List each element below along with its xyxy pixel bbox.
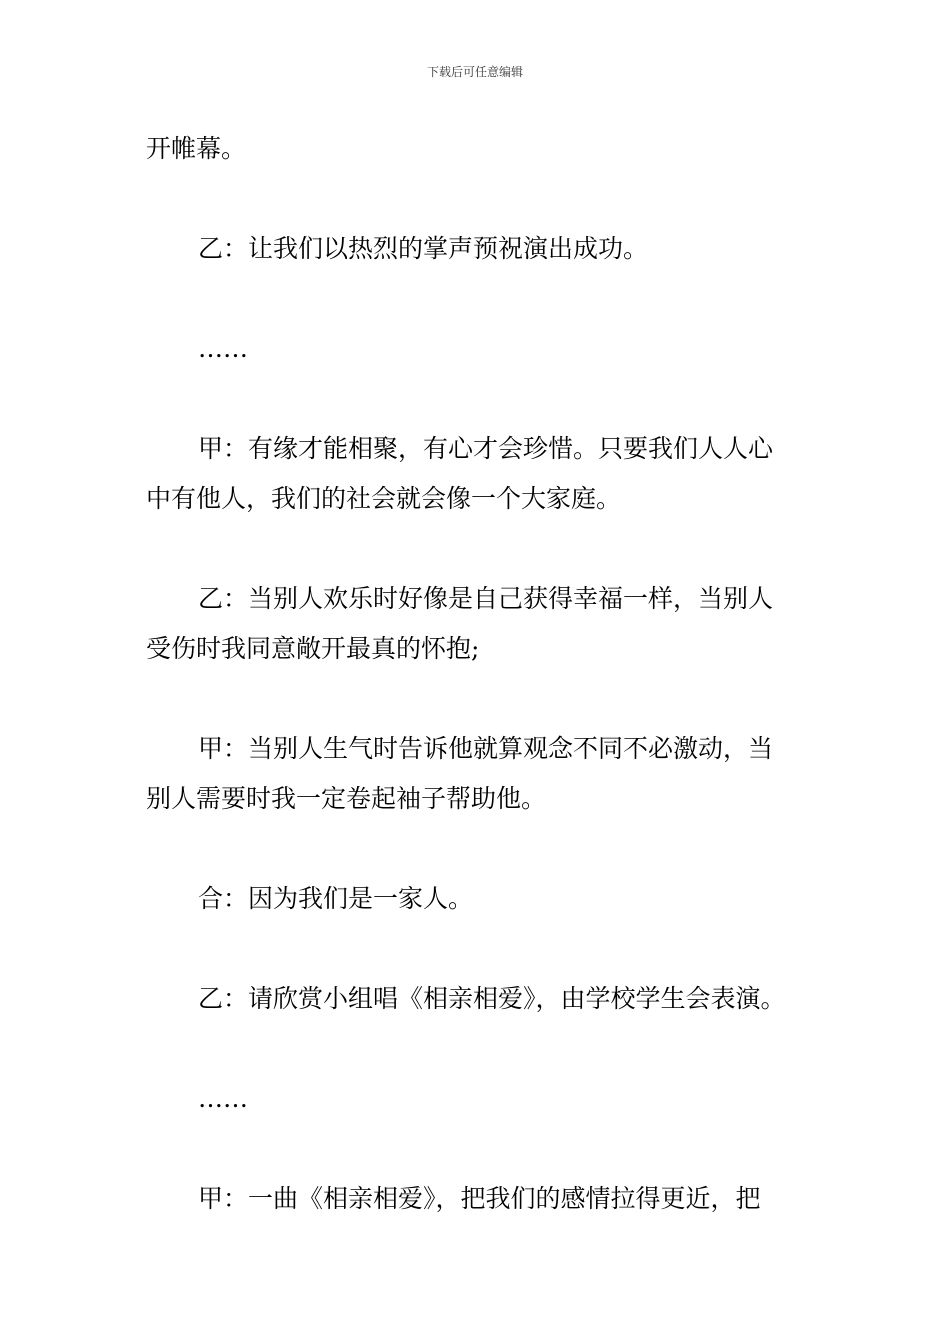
text-line: 乙：让我们以热烈的掌声预祝演出成功。 <box>198 234 649 263</box>
paragraph <box>146 974 808 1024</box>
text-line: 甲：一曲《相亲相爱》，把我们的感情拉得更近，把 <box>198 1184 761 1213</box>
paragraph <box>146 424 808 524</box>
text-line: 合：因为我们是一家人。 <box>198 884 474 913</box>
paragraph <box>146 1174 808 1224</box>
paragraph <box>146 324 808 374</box>
paragraph <box>146 224 808 274</box>
text-line: 乙：当别人欢乐时好像是自己获得幸福一样，当别人 <box>198 584 774 613</box>
text-line: 受伤时我同意敞开最真的怀抱; <box>146 634 480 663</box>
paragraph <box>146 574 808 674</box>
text-line: …… <box>198 1084 248 1113</box>
text-line: …… <box>198 334 248 363</box>
paragraph <box>146 874 808 924</box>
text-line: 甲：有缘才能相聚，有心才会珍惜。只要我们人人心 <box>198 434 774 463</box>
paragraph <box>146 1074 808 1124</box>
text-line: 甲：当别人生气时告诉他就算观念不同不必激动，当 <box>198 734 774 763</box>
paragraph <box>146 724 808 824</box>
text-line: 开帷幕。 <box>146 134 247 163</box>
paragraph <box>146 124 808 174</box>
text-line: 别人需要时我一定卷起袖子帮助他。 <box>146 784 547 813</box>
text-line: 乙：请欣赏小组唱《相亲相爱》，由学校学生会表演。 <box>198 984 786 1013</box>
text-line: 中有他人，我们的社会就会像一个大家庭。 <box>146 484 622 513</box>
header-note: 下载后可任意编辑 <box>426 65 523 79</box>
